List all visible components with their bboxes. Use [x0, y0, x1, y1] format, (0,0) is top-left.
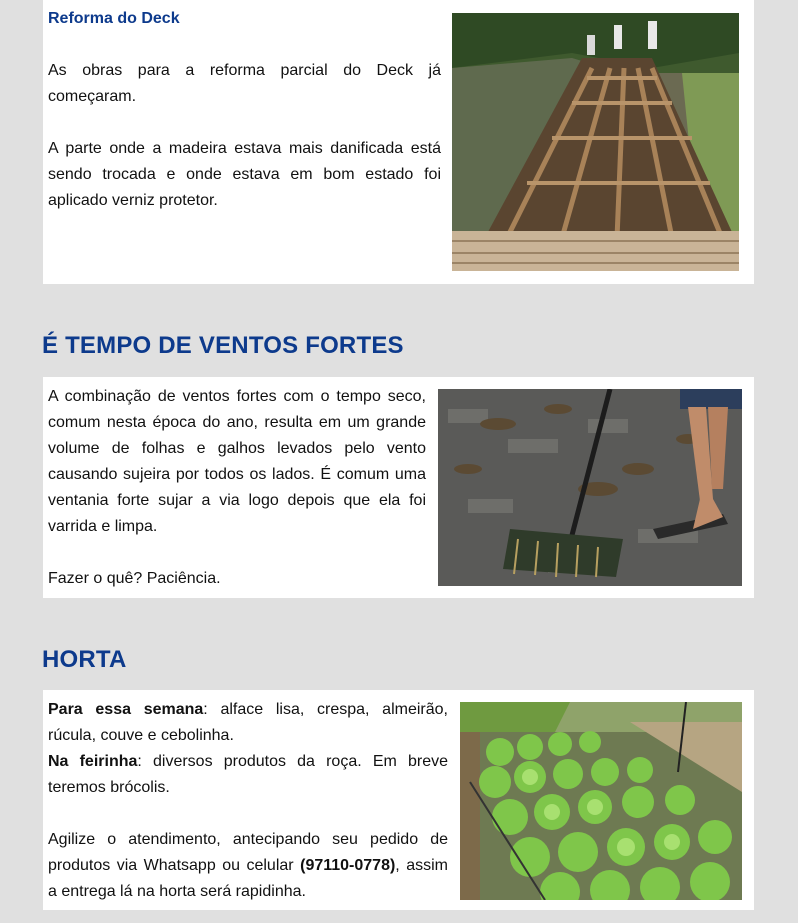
horta-week-text: : alface lisa, crespa, almeirão, rúcula, couve e cebolinha. — [48, 701, 448, 744]
deck-title: Reforma do Deck — [48, 10, 180, 27]
horta-phone: (97110-0778) — [300, 857, 396, 874]
horta-week-label: Para essa semana — [48, 701, 204, 718]
horta-week-paragraph — [48, 697, 448, 749]
section-heading-wind: É TEMPO DE VENTOS FORTES — [42, 332, 404, 359]
horta-order-text: Agilize o atendimento, antecipando seu pedido de produtos via Whatsapp ou celular — [48, 831, 448, 874]
wind-text — [48, 384, 426, 592]
deck-text — [48, 6, 441, 214]
wind-card — [43, 377, 754, 598]
deck-paragraph-2: A parte onde a madeira estava mais danificada está sendo trocada e onde estava em bom estado foi aplicado verniz protetor. — [48, 140, 441, 209]
horta-order-paragraph — [48, 827, 448, 905]
wind-paragraph-1: A combinação de ventos fortes com o tempo seco, comum nesta época do ano, resulta em um grande volume de folhas e galhos levados pelo vento causando sujeira por todos os lados. É comum uma ventania forte sujar a via logo depois que ela foi varrida e limpa. — [48, 388, 426, 535]
horta-fair-text: : diversos produtos da roça. Em breve teremos brócolis. — [48, 753, 449, 796]
deck-paragraph-1: As obras para a reforma parcial do Deck já começaram. — [48, 62, 441, 105]
horta-card — [43, 690, 754, 910]
horta-fair-label: Na feirinha — [48, 753, 138, 770]
wind-photo — [438, 389, 742, 586]
section-heading-horta: HORTA — [42, 646, 127, 673]
horta-order-text-end: , assim a entrega lá na horta será rapidinha. — [48, 857, 449, 900]
horta-text — [48, 697, 448, 905]
deck-photo — [452, 13, 739, 271]
deck-card — [43, 0, 754, 284]
wind-paragraph-2: Fazer o quê? Paciência. — [48, 570, 221, 587]
horta-fair-paragraph — [48, 749, 448, 801]
horta-photo — [460, 702, 742, 900]
